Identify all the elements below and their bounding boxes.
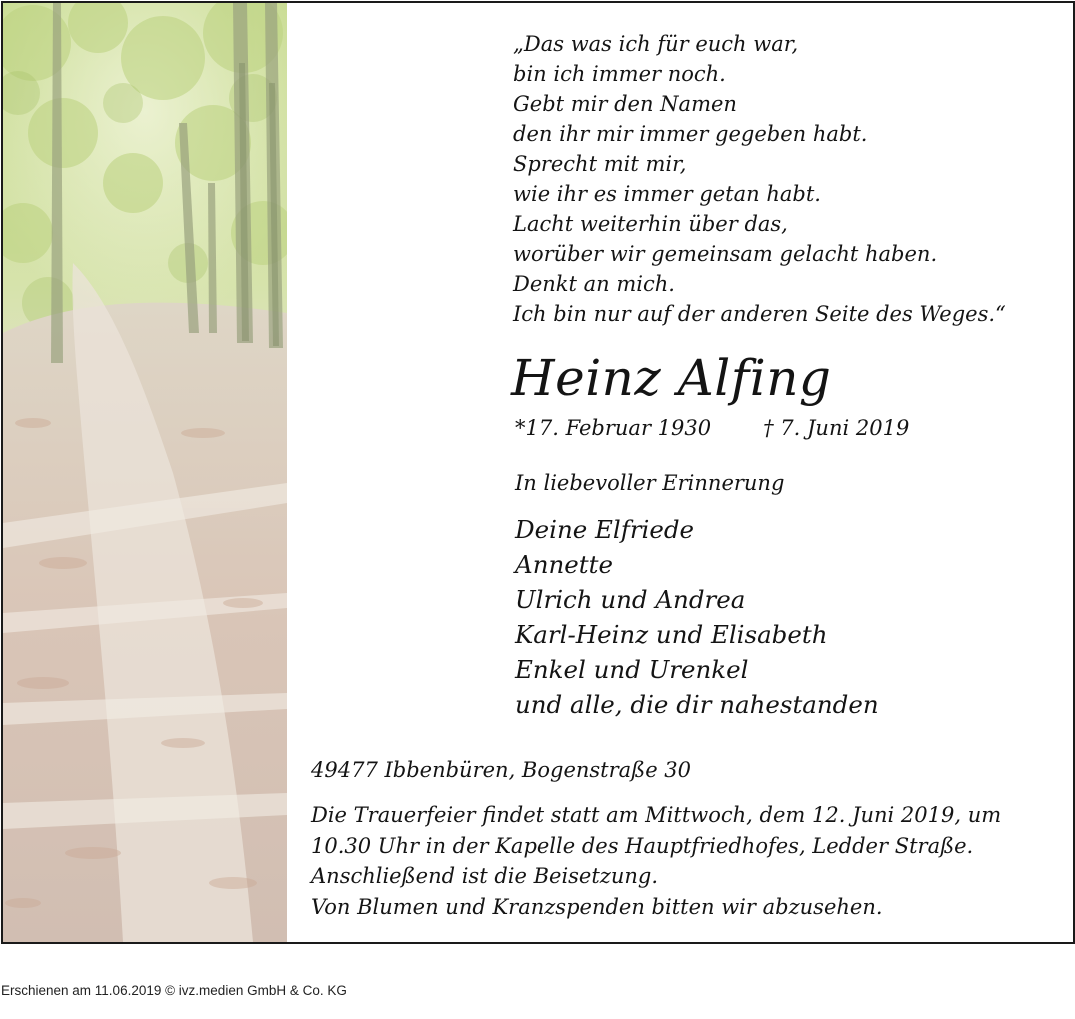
poem-line: Sprecht mit mir, xyxy=(513,152,687,176)
poem-line: Denkt an mich. xyxy=(513,272,675,296)
mourner: Enkel und Urenkel xyxy=(515,655,749,684)
service-line: 10.30 Uhr in der Kapelle des Hauptfriedhofes, Ledder Straße. xyxy=(311,833,974,858)
birth-date: *17. Februar 1930 xyxy=(515,416,712,440)
mourner: Annette xyxy=(515,550,613,579)
forest-path-icon xyxy=(3,3,287,942)
poem-line: den ihr mir immer gegeben habt. xyxy=(513,122,868,146)
poem-line: wie ihr es immer getan habt. xyxy=(513,182,821,206)
mourner: Deine Elfriede xyxy=(515,515,695,544)
mourners-list xyxy=(515,512,879,722)
memory-line: In liebevoller Erinnerung xyxy=(515,471,785,495)
service-line: Von Blumen und Kranzspenden bitten wir abzusehen. xyxy=(311,894,883,919)
mourner: Karl-Heinz und Elisabeth xyxy=(515,620,828,649)
poem-line: Gebt mir den Namen xyxy=(513,92,737,116)
mourner: und alle, die dir nahestanden xyxy=(515,690,879,719)
death-date: † 7. Juni 2019 xyxy=(763,416,910,440)
obituary-frame xyxy=(1,1,1075,944)
service-line: Anschließend ist die Beisetzung. xyxy=(311,864,659,888)
deceased-name: Heinz Alfing xyxy=(511,349,832,407)
funeral-service-info xyxy=(311,800,1001,922)
poem-line: bin ich immer noch. xyxy=(513,62,726,86)
forest-path-image xyxy=(3,3,287,942)
address: 49477 Ibbenbüren, Bogenstraße 30 xyxy=(311,758,692,782)
publication-footer: Erschienen am 11.06.2019 © ivz.medien GmbH & Co. KG xyxy=(1,983,347,998)
poem-line: Ich bin nur auf der anderen Seite des Weges.“ xyxy=(513,302,1006,326)
poem-line: „Das was ich für euch war, xyxy=(513,32,799,56)
poem xyxy=(513,29,1006,329)
service-line: Die Trauerfeier findet statt am Mittwoch, dem 12. Juni 2019, um xyxy=(311,803,1002,827)
poem-line: worüber wir gemeinsam gelacht haben. xyxy=(513,242,938,266)
poem-line: Lacht weiterhin über das, xyxy=(513,212,788,236)
life-dates xyxy=(515,413,909,443)
mourner: Ulrich und Andrea xyxy=(515,585,746,614)
